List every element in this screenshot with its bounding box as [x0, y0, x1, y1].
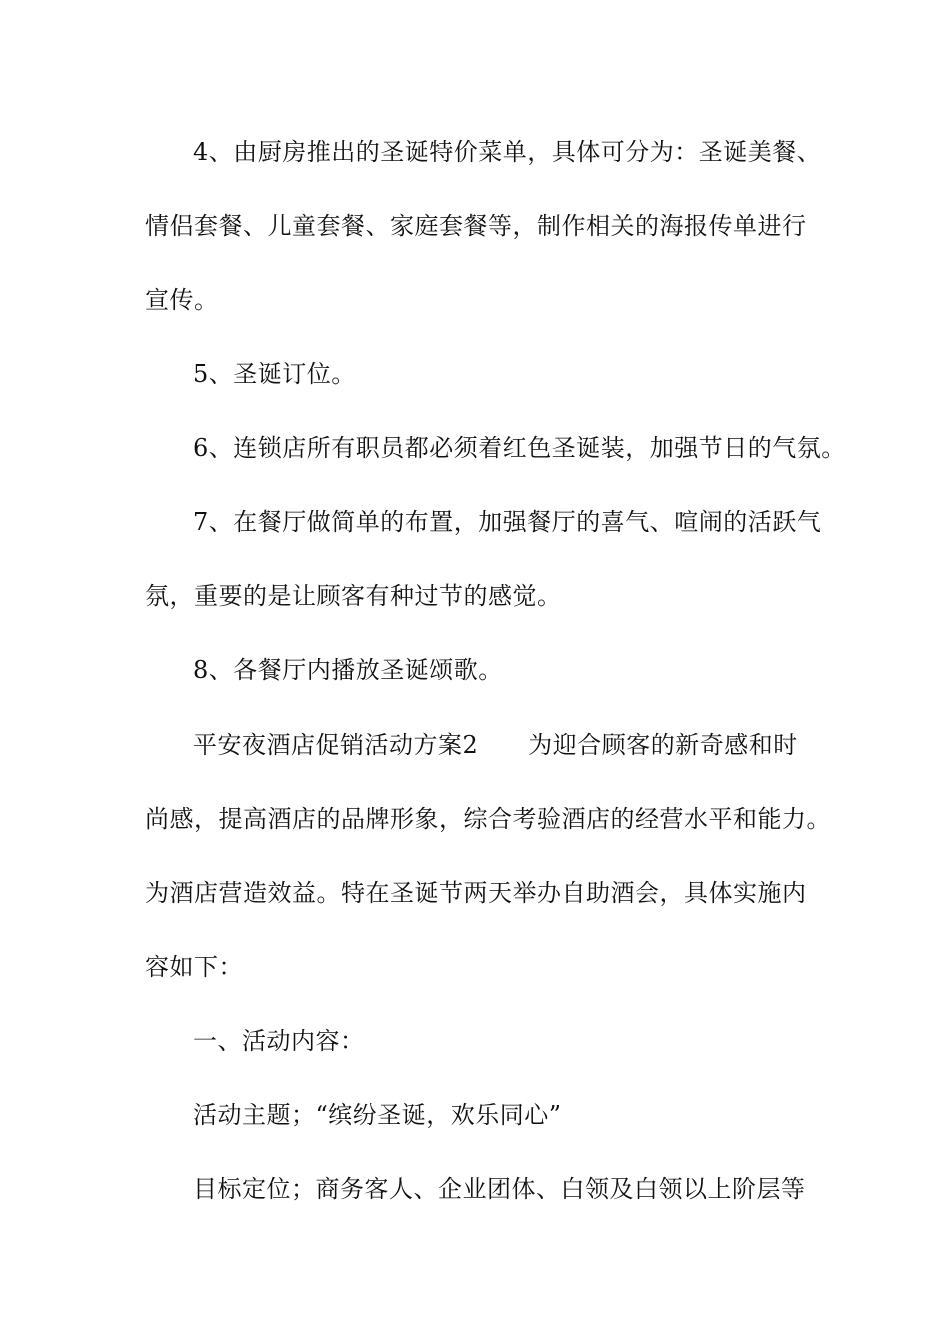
- paragraph-line: 氛，重要的是让顾客有种过节的感觉。: [145, 582, 562, 610]
- paragraph-line: 尚感，提高酒店的品牌形象，综合考验酒店的经营水平和能力。: [145, 805, 831, 833]
- paragraph-text: 为迎合顾客的新奇感和时: [528, 731, 798, 759]
- section-title: 平安夜酒店促销活动方案2: [193, 731, 479, 759]
- paragraph-line: 6、连锁店所有职员都必须着红色圣诞装，加强节日的气氛。: [193, 434, 846, 462]
- paragraph-line: 活动主题；“缤纷圣诞，欢乐同心”: [193, 1101, 562, 1129]
- paragraph-line: 5、圣诞订位。: [193, 360, 356, 388]
- section-heading-line: [0, 729, 950, 761]
- paragraph-line: 目标定位；商务客人、企业团体、白领及白领以上阶层等: [193, 1175, 806, 1203]
- paragraph-line: 一、活动内容：: [193, 1027, 365, 1055]
- paragraph-line: 容如下：: [145, 953, 243, 981]
- paragraph-line: 宣传。: [145, 286, 219, 314]
- paragraph-line: 4、由厨房推出的圣诞特价菜单，具体可分为：圣诞美餐、: [193, 138, 822, 166]
- paragraph-line: 情侣套餐、儿童套餐、家庭套餐等，制作相关的海报传单进行: [145, 212, 807, 240]
- paragraph-line: 为酒店营造效益。特在圣诞节两天举办自助酒会，具体实施内: [145, 879, 807, 907]
- paragraph-line: 8、各餐厅内播放圣诞颂歌。: [193, 656, 503, 684]
- paragraph-line: 7、在餐厅做简单的布置，加强餐厅的喜气、喧闹的活跃气: [193, 508, 822, 536]
